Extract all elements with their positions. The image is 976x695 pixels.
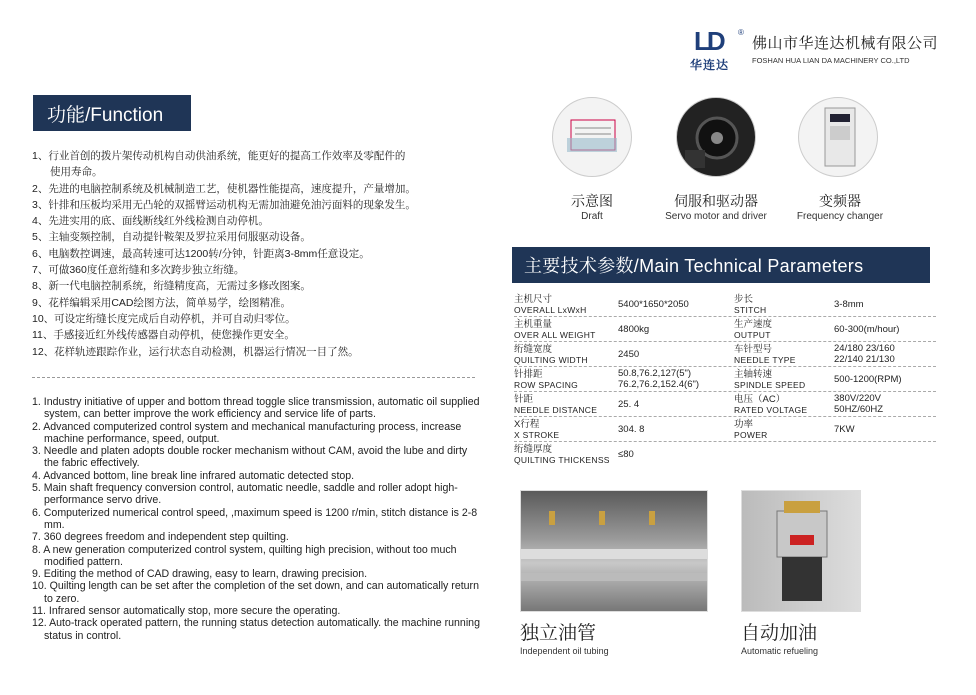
- parameter-label-cn: 主机尺寸: [514, 293, 553, 305]
- logo-mark: LD: [694, 26, 723, 56]
- auto-refueling-photo: [741, 490, 861, 612]
- parameter-value: 4800kg: [618, 323, 650, 335]
- parameter-label: [734, 294, 834, 315]
- function-item-en: 12. Auto-track operated pattern, the running status detection automatically. the machine running status in control.: [32, 617, 480, 642]
- function-item-cn: 8、新一代电脑控制系统，绗缝精度高，无需过多修改图案。: [32, 280, 311, 293]
- function-item-cn: 9、花样编辑采用CAD绘图方法，简单易学，绘图精准。: [32, 296, 292, 309]
- parameter-label-cn: 主轴转速: [734, 368, 773, 380]
- parameter-value: 500-1200(RPM): [834, 373, 902, 385]
- parameter-label-cn: X行程: [514, 418, 540, 430]
- feature-caption-cn: 独立油管: [520, 623, 597, 644]
- parameter-label-cn: 车针型号: [734, 343, 773, 355]
- parameter-row: [514, 442, 936, 467]
- parameter-label-cn: 针距: [514, 393, 534, 405]
- parameter-value: 24/180 23/160 22/140 21/130: [834, 343, 895, 365]
- parameter-label-en: X STROKE: [514, 429, 560, 440]
- parameter-value: 380V/220V 50HZ/60HZ: [834, 393, 884, 415]
- function-item-en: 1. Industry initiative of upper and bottom thread toggle slice transmission, automatic oil supplied system, can better improve the work efficiency and service life of parts.: [32, 396, 480, 421]
- parameter-label-en: QUILTING THICKENSS: [514, 455, 610, 465]
- parameter-label: [734, 369, 834, 390]
- function-item-cn: 4、先进实用的底、面线断线红外线检测自动停机。: [32, 215, 269, 228]
- parameter-label: [514, 369, 618, 390]
- parameter-row: [514, 292, 936, 317]
- function-item-cn: 10、可设定绗缝长度完成后自动停机，并可自动归零位。: [32, 312, 296, 325]
- parameter-value: 25. 4: [618, 398, 640, 410]
- parameter-label-en: OUTPUT: [734, 329, 771, 340]
- parameter-value: 60-300(m/hour): [834, 323, 900, 335]
- component-caption-en: Servo motor and driver: [665, 211, 767, 222]
- function-item-cn: 1、行业首创的拨片架传动机构自动供油系统，能更好的提高工作效率及零配件的: [32, 150, 406, 162]
- function-item-cn: 6、电脑数控调速，最高转速可达1200转/分钟，针距离3-8mm任意设定。: [32, 247, 370, 260]
- function-item-cn: 5、主轴变频控制，自动提针鞍架及罗拉采用伺服驱动设备。: [32, 231, 311, 244]
- parameter-label-cn: 主机重量: [514, 318, 553, 330]
- parameter-value: 5400*1650*2050: [618, 298, 689, 310]
- parameter-label: [514, 444, 618, 465]
- function-list-cn: [32, 148, 482, 360]
- function-item-en: 2. Advanced computerized control system and mechanical manufacturing process, increase machine performance, speed, output.: [32, 420, 462, 445]
- draft-image: [552, 97, 632, 177]
- parameter-label-cn: 生产速度: [734, 318, 773, 330]
- component-caption-cn: 示意图: [571, 193, 613, 209]
- parameter-label-en: POWER: [734, 429, 768, 440]
- parameter-value: 304. 8: [618, 423, 645, 435]
- parameter-value: 50.8,76.2,127(5") 76.2,76.2,152.4(6"): [618, 368, 700, 390]
- function-item-cn: 使用寿命。: [50, 166, 103, 179]
- function-item-en: 8. A new generation computerized control system, quilting high precision, without too much modified pattern.: [32, 543, 457, 568]
- parameter-value: 3-8mm: [834, 298, 864, 310]
- divider: [32, 377, 475, 378]
- parameter-row: [514, 392, 936, 417]
- parameter-row: [514, 342, 936, 367]
- registered-mark: ®: [738, 28, 744, 37]
- function-item-en: 4. Advanced bottom, line break line infrared automatic detected stop.: [32, 469, 355, 482]
- parameter-label-cn: 电压（AC）: [734, 393, 786, 405]
- component-caption-en: Draft: [581, 211, 603, 222]
- function-list-en: [32, 396, 482, 642]
- parameter-value: ≤80: [618, 449, 634, 460]
- parameter-label: [514, 294, 618, 315]
- parameter-label-cn: 步长: [734, 293, 754, 305]
- parameter-value: 2450: [618, 348, 640, 360]
- function-item-cn: 7、可做360度任意绗缝和多次跨步独立绗缝。: [32, 264, 245, 277]
- function-item-en: 11. Infrared sensor automatically stop, more secure the operating.: [32, 605, 341, 618]
- function-item-en: 9. Editing the method of CAD drawing, easy to learn, drawing precision.: [32, 568, 368, 581]
- parameter-label: [734, 344, 834, 365]
- parameters-table: [514, 292, 936, 467]
- parameter-label: [734, 319, 834, 340]
- feature-caption-en: Automatic refueling: [741, 646, 819, 656]
- function-item-en: 6. Computerized numerical control speed, ,maximum speed is 1200 r/min, stitch distance is 2-8 mm.: [32, 506, 478, 531]
- function-item-en: 10. Quilting length can be set after the completion of the set down, and can automatically return to zero.: [32, 580, 479, 605]
- parameter-row: [514, 417, 936, 442]
- company-name-cn: 佛山市华连达机械有限公司: [752, 35, 939, 52]
- feature-caption-cn: 自动加油: [741, 623, 818, 644]
- function-item-cn: 12、花样轨迹跟踪作业，运行状态自动检测，机器运行情况一目了然。: [32, 345, 359, 358]
- function-item-cn: 11、手感接近红外线传感器自动停机，使您操作更安全。: [32, 329, 295, 342]
- feature-caption-en: Independent oil tubing: [520, 646, 609, 656]
- parameter-label: [734, 394, 834, 415]
- function-item-cn: 3、针排和压板均采用无凸轮的双摇臂运动机构无需加油避免油污面料的现象发生。: [32, 198, 416, 211]
- parameter-label: [514, 319, 618, 340]
- function-item-cn: 2、先进的电脑控制系统及机械制造工艺，使机器性能提高，速度提升，产量增加。: [32, 182, 416, 195]
- parameter-label-cn: 针排距: [514, 368, 543, 380]
- frequency-changer-image: [798, 97, 878, 177]
- component-caption-en: Frequency changer: [796, 211, 884, 222]
- oil-tubing-photo: [520, 490, 708, 612]
- parameter-label-en: STITCH: [734, 304, 767, 315]
- parameter-label-en: ROW SPACING: [514, 379, 579, 390]
- parameter-label-en: QUILTING WIDTH: [514, 354, 588, 365]
- parameter-value: 7KW: [834, 423, 855, 435]
- parameter-label: [734, 419, 834, 440]
- function-item-en: 7. 360 degrees freedom and independent step quilting.: [32, 531, 289, 544]
- parameters-heading: 主要技术参数/Main Technical Parameters: [512, 247, 930, 283]
- parameter-row: [514, 367, 936, 392]
- servo-motor-image: [676, 97, 756, 177]
- function-item-en: 5. Main shaft frequency conversion control, automatic needle, saddle and roller adopt high-performance servo drive.: [32, 482, 458, 507]
- parameter-label: [514, 394, 618, 415]
- parameter-label-en: SPINDLE SPEED: [734, 379, 806, 390]
- component-caption-cn: 伺服和驱动器: [674, 193, 758, 209]
- parameter-label-cn: 绗缝厚度: [514, 444, 553, 455]
- parameter-label-cn: 功率: [734, 418, 754, 430]
- parameter-label-cn: 绗缝宽度: [514, 343, 553, 355]
- component-caption-cn: 变频器: [819, 193, 861, 209]
- parameter-label: [514, 344, 618, 365]
- logo-cn: 华连达: [690, 58, 730, 72]
- company-name-en: FOSHAN HUA LIAN DA MACHINERY CO.,LTD: [752, 56, 910, 65]
- parameter-label: [514, 419, 618, 440]
- parameter-label-en: OVER ALL WEIGHT: [514, 329, 596, 340]
- parameter-label-en: NEEDLE TYPE: [734, 354, 796, 365]
- parameter-row: [514, 317, 936, 342]
- parameter-label-en: NEEDLE DISTANCE: [514, 404, 598, 415]
- function-heading: 功能/Function: [33, 95, 191, 131]
- company-logo: [690, 28, 750, 74]
- function-item-en: 3. Needle and platen adopts double rocker mechanism without CAM, avoid the lube and dirty the fabric effectively.: [32, 445, 468, 470]
- parameter-label-en: RATED VOLTAGE: [734, 404, 808, 415]
- parameter-label-en: OVERALL LxWxH: [514, 304, 587, 315]
